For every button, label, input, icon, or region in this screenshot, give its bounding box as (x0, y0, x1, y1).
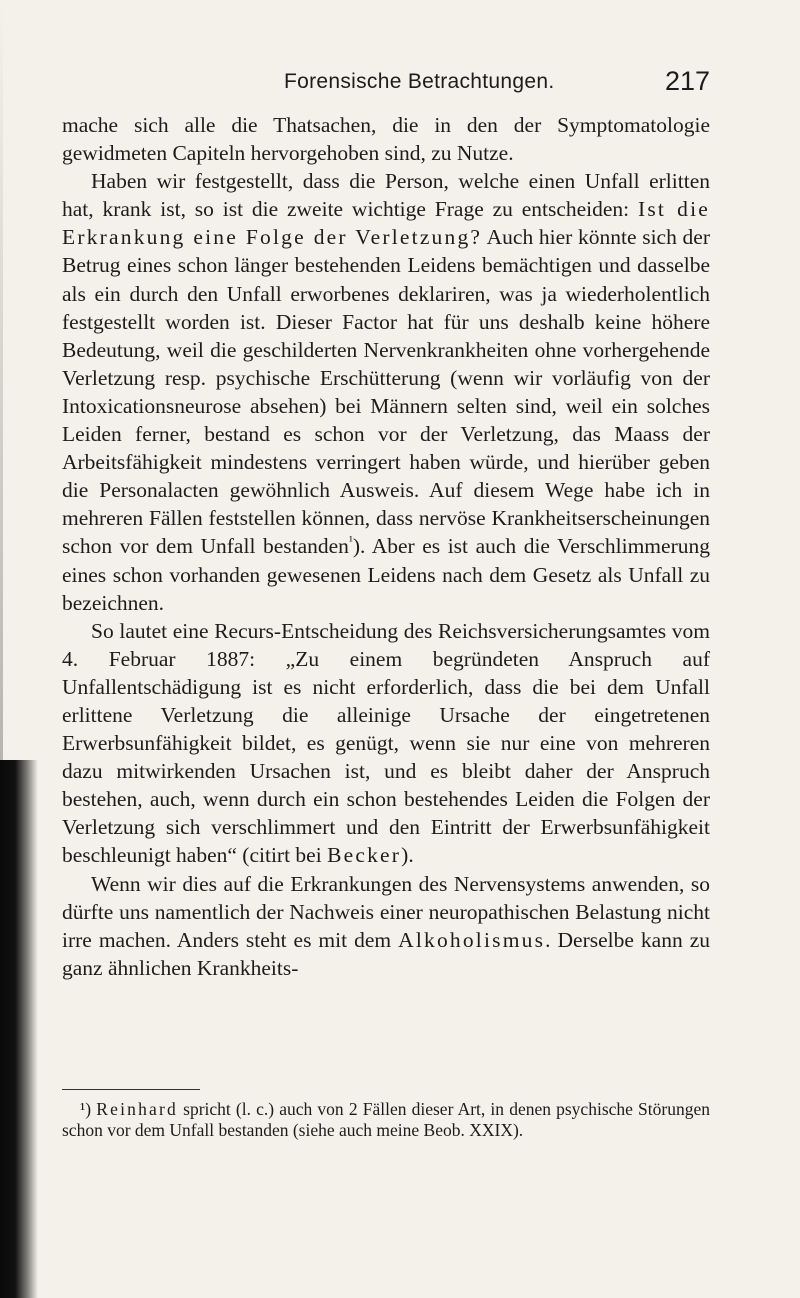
emphasized-term: Alkoholismus (398, 927, 546, 952)
binding-shadow (0, 760, 38, 1298)
paragraph-1 (62, 111, 710, 167)
emphasized-question: Ist die Erkrankung eine Folge der Verletzung? (62, 197, 710, 250)
page-number: 217 (664, 66, 710, 96)
footnote (62, 1099, 710, 1141)
text-run: So lautet eine Recurs-Entscheidung des Reichsversicherungsamtes vom 4. Februar 1887: „Zu einem begründeten Anspruch auf Unfallentschädigung ist es nicht erforderlich, dass die bei dem Unfall erlittene Verletzung die alleinige Ursache der eingetretenen Erwerbsunfähigkeit bildet, es genügt, wenn sie nur eine von mehreren dazu mitwirkenden Ursachen ist, und es bleibt daher der Anspruch bestehen, auch, wenn durch ein schon bestehendes Leiden die Folgen der Verletzung sich verschlimmert und den Eintritt der Erwerbsunfähigkeit beschleunigt haben“ (citirt bei (62, 618, 710, 868)
text-run: mache sich alle die Thatsachen, die in den der Symptomatologie gewidmeten Capiteln hervorgehoben sind, zu Nutze. (62, 113, 710, 166)
text-run: Auch hier könnte sich der Betrug eines schon länger bestehenden Leidens bemächtigen und dasselbe als ein durch den Unfall erworbenes deklariren, was ja wiederholentlich festgestellt worden ist. Dieser Factor hat für uns deshalb keine höhere Bedeutung, weil die geschilderten Nervenkrankheiten ohne vorhergehende Verletzung resp. psychische Erschütterung (wenn wir vorläufig von der Intoxicationsneurose absehen) bei Männern selten sind, weil ein solches Leiden ferner, bestand es schon vor der Verletzung, das Maass der Arbeitsfähigkeit mindestens verringert haben würde, und hierüber geben die Personalacten gewöhnlich Ausweis. Auf diesem Wege habe ich in mehreren Fällen feststellen können, dass nervöse Krankheitserscheinungen schon vor dem Unfall bestanden (62, 225, 710, 559)
paragraph-4 (62, 870, 710, 982)
text-run: spricht (l. c.) auch von 2 Fällen dieser Art, in denen psychische Störungen schon vor dem Unfall bestanden (siehe auch meine Beob. XXIX). (62, 1099, 710, 1140)
paragraph-2 (62, 167, 710, 617)
text-run: Haben wir festgestellt, dass die Person, welche einen Unfall erlitten hat, krank ist, so ist die zweite wichtige Frage zu entscheiden: (62, 169, 710, 222)
page-edge-line (0, 0, 3, 760)
footnote-divider (62, 1089, 200, 1090)
text-run: ). Aber es ist auch die Verschlimmerung eines schon vorhanden gewesenen Leidens nach dem Gesetz als Unfall zu bezeichnen. (62, 534, 710, 615)
footnote-text (62, 1099, 710, 1141)
body-text (62, 111, 710, 982)
author-name: Becker (327, 843, 402, 868)
text-run: Wenn wir dies auf die Erkrankungen des Nervensystems anwenden, so dürfte uns namentlich der Nachweis einer neuropathischen Belastung nicht irre machen. Anders steht es mit dem (62, 871, 710, 952)
footnote-marker: ¹ (348, 534, 353, 549)
page-header (62, 66, 710, 102)
text-run: ). (401, 843, 414, 868)
running-title: Forensische Betrachtungen. (284, 70, 555, 93)
author-name: Reinhard (96, 1099, 178, 1119)
paragraph-3 (62, 617, 710, 870)
footnote-marker: ¹) (80, 1099, 97, 1119)
text-run: . Derselbe kann zu ganz ähnlichen Krankheits- (62, 927, 710, 980)
